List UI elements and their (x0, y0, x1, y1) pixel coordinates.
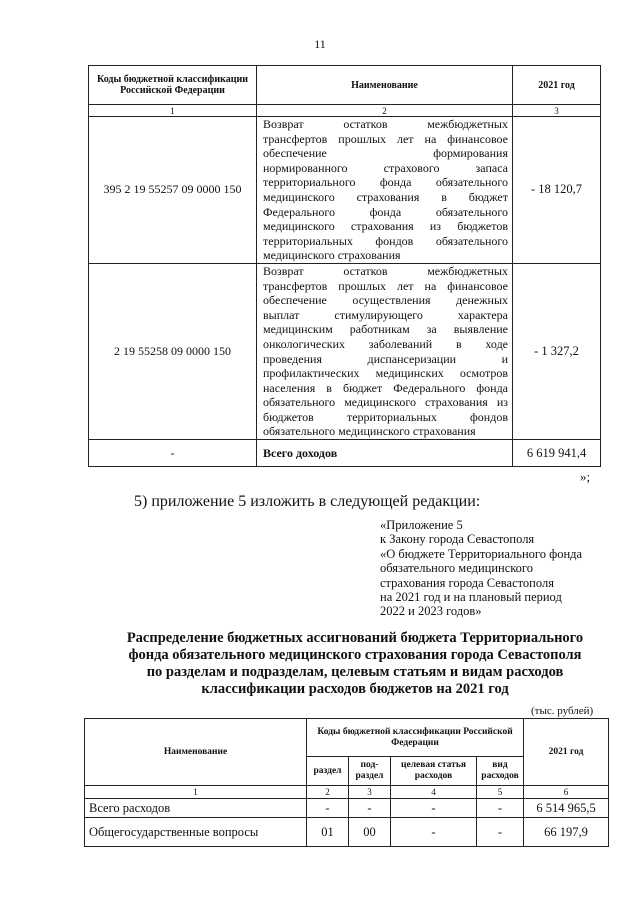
row-podrazdel: - (349, 799, 391, 818)
units-label: (тыс. рублей) (531, 705, 594, 717)
header-codes: Коды бюджетной классификации Российской Федерации (89, 66, 257, 105)
row-vid: - (477, 818, 524, 847)
name-line: медицинского страхования (263, 248, 401, 263)
header-year: 2021 год (513, 66, 601, 105)
appendix-reference (380, 518, 582, 619)
total-code: - (89, 440, 257, 467)
name-line: медицинского страхования в бюджет (263, 189, 508, 204)
title-line: фонда обязательного медицинского страхования города Севастополя (128, 647, 582, 663)
column-number: 5 (477, 786, 524, 799)
subheader-podrazdel: под-раздел (349, 757, 391, 786)
name-line: территориального фонда обязательного (263, 175, 508, 190)
name-line: обязательного медицинского страхования из (263, 395, 508, 410)
row-vid: - (477, 799, 524, 818)
name-line: населения в бюджет Федерального фонда (263, 380, 508, 395)
subheader-razdel: раздел (307, 757, 349, 786)
name-line: Федерального фонда обязательного (263, 204, 508, 219)
row-value: 6 514 965,5 (524, 799, 609, 818)
appendix-line: обязательного медицинского (380, 561, 534, 576)
row-statya: - (391, 818, 477, 847)
column-number: 6 (524, 786, 609, 799)
header-name: Наименование (85, 719, 307, 786)
name-line: трансфертов прошлых лет на финансовое (263, 278, 508, 293)
total-label: Всего доходов (257, 440, 513, 467)
closing-mark: »; (580, 469, 591, 484)
name-line: Возврат остатков межбюджетных (263, 117, 508, 131)
name-line: онкологических заболеваний в ходе (263, 336, 508, 351)
column-number: 1 (89, 105, 257, 117)
header-codes: Коды бюджетной классификации Российской Федерации (307, 719, 524, 757)
revenue-table (88, 65, 601, 467)
subheader-statya: целевая статья расходов (391, 757, 477, 786)
column-number: 2 (307, 786, 349, 799)
row-name (257, 117, 513, 264)
table-header-row (85, 719, 609, 757)
title-line: по разделам и подразделам, целевым статьям и видам расходов (146, 664, 564, 680)
name-line: обеспечение формирования (263, 146, 508, 161)
appendix-line: «О бюджете Территориального фонда (380, 546, 583, 561)
total-value: 6 619 941,4 (513, 440, 601, 467)
name-line: нормированного страхового запаса (263, 160, 508, 175)
title-line: Распределение бюджетных ассигнований бюджета Территориального (126, 630, 584, 646)
appendix-line: страхования города Севастополя (380, 575, 554, 590)
column-number: 3 (513, 105, 601, 117)
row-value: 66 197,9 (524, 818, 609, 847)
table-row (85, 818, 609, 847)
total-row (89, 440, 601, 467)
name-line: бюджетов территориальных фондов (263, 409, 508, 424)
appendix-line: на 2021 год и на плановый период (380, 590, 562, 605)
row-razdel: - (307, 799, 349, 818)
row-podrazdel: 00 (349, 818, 391, 847)
appendix-line: к Закону города Севастополя (380, 532, 535, 547)
row-name: Всего расходов (85, 799, 307, 818)
expenditure-table (84, 718, 609, 847)
name-line: обязательного медицинского страхования (263, 424, 476, 439)
name-line: проведения диспансеризации и (263, 351, 508, 366)
name-line: выплат стимулирующего характера (263, 307, 508, 322)
table-row (89, 117, 601, 264)
row-name (257, 263, 513, 439)
name-line: медицинским работникам за выявление (263, 322, 508, 337)
column-numbers-row (85, 786, 609, 799)
row-statya: - (391, 799, 477, 818)
name-line: Возврат остатков межбюджетных (263, 263, 508, 278)
name-line: обеспечение осуществления денежных (263, 293, 508, 308)
row-code: 395 2 19 55257 09 0000 150 (89, 117, 257, 264)
name-line: профилактических медицинских осмотров (263, 366, 508, 381)
item-5-text: 5) приложение 5 изложить в следующей редакции: (134, 493, 481, 510)
row-razdel: 01 (307, 818, 349, 847)
title-line: классификации расходов бюджетов на 2021 год (201, 681, 509, 697)
row-value: - 18 120,7 (513, 117, 601, 264)
column-number: 2 (257, 105, 513, 117)
header-year: 2021 год (524, 719, 609, 786)
row-code: 2 19 55258 09 0000 150 (89, 263, 257, 439)
row-value: - 1 327,2 (513, 263, 601, 439)
name-line: медицинского страхования из бюджетов (263, 219, 508, 234)
column-number: 1 (85, 786, 307, 799)
name-line: территориальных фондов обязательного (263, 233, 508, 248)
table-row (89, 263, 601, 439)
column-number: 4 (391, 786, 477, 799)
header-name: Наименование (257, 66, 513, 105)
appendix-line: «Приложение 5 (380, 518, 463, 532)
name-line: трансфертов прошлых лет на финансовое (263, 131, 508, 146)
row-name: Общегосударственные вопросы (85, 818, 307, 847)
column-numbers-row (89, 105, 601, 117)
page-number: 11 (314, 37, 326, 51)
subheader-vid: вид расходов (477, 757, 524, 786)
column-number: 3 (349, 786, 391, 799)
table-header-row (89, 66, 601, 105)
table-row (85, 799, 609, 818)
section-title (80, 630, 630, 698)
appendix-line: 2022 и 2023 годов» (380, 604, 482, 619)
